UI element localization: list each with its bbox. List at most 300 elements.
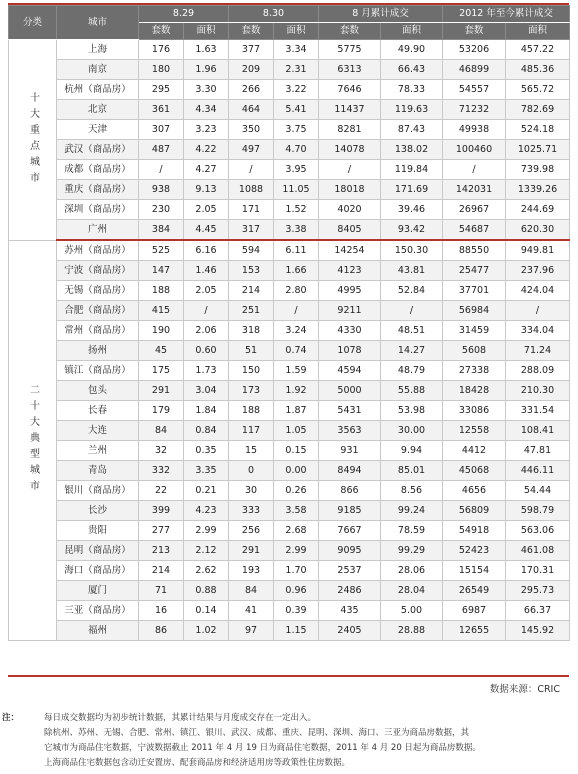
value-cell: 3.35 [184, 461, 229, 481]
value-cell: 415 [139, 301, 184, 321]
value-cell: 39.46 [381, 200, 443, 220]
header-group-aug-total: 8 月累计成交 [319, 6, 443, 23]
value-cell: 3563 [319, 421, 381, 441]
value-cell: 594 [229, 240, 274, 261]
city-cell: 北京 [57, 100, 139, 120]
value-cell: 2.06 [184, 321, 229, 341]
city-cell: 上海 [57, 40, 139, 60]
city-cell: 宁波（商品房） [57, 261, 139, 281]
value-cell: 2.68 [274, 521, 319, 541]
value-cell: 49.90 [381, 40, 443, 60]
city-cell: 长春 [57, 401, 139, 421]
value-cell: 4.45 [184, 220, 229, 241]
value-cell: 4.34 [184, 100, 229, 120]
value-cell: / [139, 160, 184, 180]
value-cell: 14254 [319, 240, 381, 261]
city-cell: 兰州 [57, 441, 139, 461]
table-row [9, 261, 570, 281]
value-cell: 256 [229, 521, 274, 541]
value-cell: 18018 [319, 180, 381, 200]
category-label: 二十大典型城市 [9, 240, 57, 641]
bottom-accent-line [8, 675, 569, 677]
value-cell: 2.99 [274, 541, 319, 561]
value-cell: 71.24 [506, 341, 570, 361]
table-row [9, 321, 570, 341]
value-cell: 295.73 [506, 581, 570, 601]
value-cell: 350 [229, 120, 274, 140]
value-cell: 9211 [319, 301, 381, 321]
value-cell: 25477 [443, 261, 506, 281]
value-cell: 277 [139, 521, 184, 541]
city-cell: 无锡（商品房） [57, 281, 139, 301]
value-cell: 565.72 [506, 80, 570, 100]
value-cell: 0.21 [184, 481, 229, 501]
value-cell: 28.06 [381, 561, 443, 581]
value-cell: 100460 [443, 140, 506, 160]
value-cell: 5431 [319, 401, 381, 421]
value-cell: 173 [229, 381, 274, 401]
value-cell: 56809 [443, 501, 506, 521]
table-body [9, 40, 570, 641]
value-cell: 424.04 [506, 281, 570, 301]
table-row [9, 200, 570, 220]
city-cell: 成都（商品房） [57, 160, 139, 180]
table-row [9, 220, 570, 241]
value-cell: 87.43 [381, 120, 443, 140]
value-cell: 3.04 [184, 381, 229, 401]
value-cell: / [319, 160, 381, 180]
value-cell: 464 [229, 100, 274, 120]
value-cell: 332 [139, 461, 184, 481]
city-cell: 重庆（商品房） [57, 180, 139, 200]
table-row [9, 100, 570, 120]
value-cell: 8494 [319, 461, 381, 481]
value-cell: 497 [229, 140, 274, 160]
value-cell: 331.54 [506, 401, 570, 421]
value-cell: 188 [139, 281, 184, 301]
value-cell: 88550 [443, 240, 506, 261]
value-cell: 26549 [443, 581, 506, 601]
value-cell: 9.13 [184, 180, 229, 200]
value-cell: 435 [319, 601, 381, 621]
value-cell: 188 [229, 401, 274, 421]
notes-label: 注： [2, 713, 20, 723]
value-cell: 8405 [319, 220, 381, 241]
value-cell: 53206 [443, 40, 506, 60]
value-cell: 142031 [443, 180, 506, 200]
value-cell: 1088 [229, 180, 274, 200]
value-cell: 5.41 [274, 100, 319, 120]
value-cell: 170.31 [506, 561, 570, 581]
table-row [9, 301, 570, 321]
value-cell: 2405 [319, 621, 381, 641]
value-cell: 3.24 [274, 321, 319, 341]
value-cell: 15154 [443, 561, 506, 581]
value-cell: 45 [139, 341, 184, 361]
value-cell: 0.00 [274, 461, 319, 481]
value-cell: 52423 [443, 541, 506, 561]
table-row [9, 361, 570, 381]
table-row [9, 601, 570, 621]
city-cell: 三亚（商品房） [57, 601, 139, 621]
table-row [9, 40, 570, 60]
value-cell: 782.69 [506, 100, 570, 120]
table-row [9, 80, 570, 100]
value-cell: 14078 [319, 140, 381, 160]
value-cell: 1.63 [184, 40, 229, 60]
value-cell: 0.74 [274, 341, 319, 361]
value-cell: 117 [229, 421, 274, 441]
table-row [9, 180, 570, 200]
value-cell: 12558 [443, 421, 506, 441]
value-cell: 5.00 [381, 601, 443, 621]
value-cell: 150 [229, 361, 274, 381]
value-cell: 6987 [443, 601, 506, 621]
value-cell: 1.05 [274, 421, 319, 441]
value-cell: 54.44 [506, 481, 570, 501]
table-frame [8, 5, 569, 641]
value-cell: 1.15 [274, 621, 319, 641]
value-cell: 27338 [443, 361, 506, 381]
value-cell: 295 [139, 80, 184, 100]
value-cell: 84 [229, 581, 274, 601]
value-cell: 317 [229, 220, 274, 241]
value-cell: 949.81 [506, 240, 570, 261]
value-cell: 11.05 [274, 180, 319, 200]
value-cell: 78.33 [381, 80, 443, 100]
value-cell: 45068 [443, 461, 506, 481]
value-cell: 2486 [319, 581, 381, 601]
value-cell: 190 [139, 321, 184, 341]
value-cell: 53.98 [381, 401, 443, 421]
header-row-groups [9, 6, 570, 23]
city-cell: 苏州（商品房） [57, 240, 139, 261]
value-cell: 3.30 [184, 80, 229, 100]
value-cell: 931 [319, 441, 381, 461]
value-cell: 5775 [319, 40, 381, 60]
value-cell: 5608 [443, 341, 506, 361]
value-cell: 4.22 [184, 140, 229, 160]
city-cell: 昆明（商品房） [57, 541, 139, 561]
value-cell: 2.62 [184, 561, 229, 581]
value-cell: 266 [229, 80, 274, 100]
city-cell: 杭州（商品房） [57, 80, 139, 100]
value-cell: 213 [139, 541, 184, 561]
value-cell: 230 [139, 200, 184, 220]
value-cell: 2.31 [274, 60, 319, 80]
header-city: 城市 [57, 6, 139, 40]
value-cell: 4412 [443, 441, 506, 461]
value-cell: 487 [139, 140, 184, 160]
table-row [9, 561, 570, 581]
value-cell: 3.75 [274, 120, 319, 140]
value-cell: 318 [229, 321, 274, 341]
value-cell: 2.99 [184, 521, 229, 541]
table-row [9, 240, 570, 261]
value-cell: / [381, 301, 443, 321]
header-group-ytd-total: 2012 年至今累计成交 [443, 6, 570, 23]
value-cell: 288.09 [506, 361, 570, 381]
header-group-829: 8.29 [139, 6, 229, 23]
value-cell: 6.16 [184, 240, 229, 261]
value-cell: 52.84 [381, 281, 443, 301]
value-cell: 0.84 [184, 421, 229, 441]
value-cell: 399 [139, 501, 184, 521]
value-cell: 4.27 [184, 160, 229, 180]
value-cell: 119.84 [381, 160, 443, 180]
city-cell: 常州（商品房） [57, 321, 139, 341]
value-cell: 209 [229, 60, 274, 80]
value-cell: 620.30 [506, 220, 570, 241]
header-units: 套数 [443, 23, 506, 40]
value-cell: 1.92 [274, 381, 319, 401]
value-cell: 71232 [443, 100, 506, 120]
value-cell: 2.05 [184, 200, 229, 220]
value-cell: 66.43 [381, 60, 443, 80]
value-cell: 30 [229, 481, 274, 501]
value-cell: 147 [139, 261, 184, 281]
value-cell: 8281 [319, 120, 381, 140]
value-cell: 26967 [443, 200, 506, 220]
value-cell: 46899 [443, 60, 506, 80]
table-row [9, 541, 570, 561]
value-cell: 1.66 [274, 261, 319, 281]
header-area: 面积 [381, 23, 443, 40]
value-cell: / [274, 301, 319, 321]
value-cell: 9095 [319, 541, 381, 561]
value-cell: 2.05 [184, 281, 229, 301]
value-cell: 1.59 [274, 361, 319, 381]
value-cell: 0.60 [184, 341, 229, 361]
value-cell: 16 [139, 601, 184, 621]
city-cell: 厦门 [57, 581, 139, 601]
table-row [9, 381, 570, 401]
city-cell: 深圳（商品房） [57, 200, 139, 220]
value-cell: / [184, 301, 229, 321]
value-cell: 9.94 [381, 441, 443, 461]
value-cell: 176 [139, 40, 184, 60]
note-line: 它城市为商品住宅数据，宁波数据截止 2011 年 4 月 19 日为商品住宅数据，2011 年 4 月 20 日起为商品房数据。 [44, 743, 481, 753]
value-cell: 71 [139, 581, 184, 601]
category-label: 十大重点城市 [9, 40, 57, 241]
value-cell: 171.69 [381, 180, 443, 200]
notes [2, 711, 564, 771]
value-cell: 51 [229, 341, 274, 361]
value-cell: 0.96 [274, 581, 319, 601]
value-cell: 3.38 [274, 220, 319, 241]
value-cell: 84 [139, 421, 184, 441]
value-cell: 3.22 [274, 80, 319, 100]
table-row [9, 401, 570, 421]
value-cell: 150.30 [381, 240, 443, 261]
header-area: 面积 [274, 23, 319, 40]
city-cell: 贵阳 [57, 521, 139, 541]
value-cell: 175 [139, 361, 184, 381]
value-cell: 866 [319, 481, 381, 501]
value-cell: 193 [229, 561, 274, 581]
value-cell: 37701 [443, 281, 506, 301]
header-category: 分类 [9, 6, 57, 40]
value-cell: 47.81 [506, 441, 570, 461]
value-cell: 214 [229, 281, 274, 301]
value-cell: 4020 [319, 200, 381, 220]
city-cell: 福州 [57, 621, 139, 641]
value-cell: 563.06 [506, 521, 570, 541]
city-cell: 天津 [57, 120, 139, 140]
table-row [9, 441, 570, 461]
value-cell: 4123 [319, 261, 381, 281]
header-area: 面积 [184, 23, 229, 40]
value-cell: 739.98 [506, 160, 570, 180]
value-cell: 48.51 [381, 321, 443, 341]
value-cell: 307 [139, 120, 184, 140]
value-cell: 86 [139, 621, 184, 641]
value-cell: 1.52 [274, 200, 319, 220]
value-cell: 1078 [319, 341, 381, 361]
value-cell: 180 [139, 60, 184, 80]
value-cell: 3.95 [274, 160, 319, 180]
city-cell: 镇江（商品房） [57, 361, 139, 381]
table-row [9, 160, 570, 180]
note-line: 除杭州、苏州、无锡、合肥、常州、镇江、银川、武汉、成都、重庆、昆明、深圳、海口、三亚为商品房数据，其 [44, 728, 470, 738]
transaction-table [8, 5, 570, 641]
note-line: 每日成交数据均为初步统计数据，其累计结果与月度成交存在一定出入。 [44, 713, 317, 723]
value-cell: 525 [139, 240, 184, 261]
value-cell: 4995 [319, 281, 381, 301]
value-cell: 1.02 [184, 621, 229, 641]
value-cell: 145.92 [506, 621, 570, 641]
value-cell: 1.46 [184, 261, 229, 281]
value-cell: 0.39 [274, 601, 319, 621]
value-cell: 66.37 [506, 601, 570, 621]
city-cell: 武汉（商品房） [57, 140, 139, 160]
value-cell: 446.11 [506, 461, 570, 481]
value-cell: 1.84 [184, 401, 229, 421]
header-units: 套数 [139, 23, 184, 40]
city-cell: 广州 [57, 220, 139, 241]
table-row [9, 581, 570, 601]
value-cell: 31459 [443, 321, 506, 341]
value-cell: 5000 [319, 381, 381, 401]
value-cell: 2.12 [184, 541, 229, 561]
value-cell: 99.29 [381, 541, 443, 561]
value-cell: 108.41 [506, 421, 570, 441]
value-cell: / [229, 160, 274, 180]
value-cell: 4594 [319, 361, 381, 381]
value-cell: 1025.71 [506, 140, 570, 160]
value-cell: 251 [229, 301, 274, 321]
value-cell: 4.70 [274, 140, 319, 160]
city-cell: 长沙 [57, 501, 139, 521]
value-cell: 54918 [443, 521, 506, 541]
value-cell: 0.88 [184, 581, 229, 601]
value-cell: 14.27 [381, 341, 443, 361]
value-cell: 377 [229, 40, 274, 60]
value-cell: 334.04 [506, 321, 570, 341]
value-cell: 598.79 [506, 501, 570, 521]
value-cell: 28.88 [381, 621, 443, 641]
value-cell: / [443, 160, 506, 180]
value-cell: 2.80 [274, 281, 319, 301]
table-row [9, 481, 570, 501]
table-row [9, 461, 570, 481]
value-cell: 461.08 [506, 541, 570, 561]
value-cell: 3.23 [184, 120, 229, 140]
value-cell: 1.96 [184, 60, 229, 80]
value-cell: 43.81 [381, 261, 443, 281]
header-group-830: 8.30 [229, 6, 319, 23]
city-cell: 扬州 [57, 341, 139, 361]
value-cell: 30.00 [381, 421, 443, 441]
value-cell: 0 [229, 461, 274, 481]
value-cell: 138.02 [381, 140, 443, 160]
value-cell: 9185 [319, 501, 381, 521]
value-cell: 524.18 [506, 120, 570, 140]
value-cell: 54687 [443, 220, 506, 241]
value-cell: 8.56 [381, 481, 443, 501]
value-cell: 4656 [443, 481, 506, 501]
city-cell: 青岛 [57, 461, 139, 481]
value-cell: 7667 [319, 521, 381, 541]
value-cell: 291 [229, 541, 274, 561]
value-cell: 210.30 [506, 381, 570, 401]
value-cell: 48.79 [381, 361, 443, 381]
value-cell: 28.04 [381, 581, 443, 601]
table-row [9, 521, 570, 541]
table-row [9, 341, 570, 361]
value-cell: 3.58 [274, 501, 319, 521]
value-cell: 119.63 [381, 100, 443, 120]
table-row [9, 421, 570, 441]
value-cell: 99.24 [381, 501, 443, 521]
value-cell: 0.26 [274, 481, 319, 501]
table-row [9, 281, 570, 301]
value-cell: 49938 [443, 120, 506, 140]
value-cell: 78.59 [381, 521, 443, 541]
header-units: 套数 [319, 23, 381, 40]
value-cell: 4.23 [184, 501, 229, 521]
value-cell: 0.35 [184, 441, 229, 461]
value-cell: 384 [139, 220, 184, 241]
value-cell: 361 [139, 100, 184, 120]
value-cell: 56984 [443, 301, 506, 321]
value-cell: 4330 [319, 321, 381, 341]
table-row [9, 501, 570, 521]
value-cell: 0.14 [184, 601, 229, 621]
value-cell: 85.01 [381, 461, 443, 481]
table-row [9, 621, 570, 641]
note-line: 上海商品住宅数据包含动迁安置房、配套商品房和经济适用房等政策性住房数据。 [44, 758, 351, 768]
city-cell: 银川（商品房） [57, 481, 139, 501]
header-units: 套数 [229, 23, 274, 40]
value-cell: 1.87 [274, 401, 319, 421]
header-area: 面积 [506, 23, 570, 40]
value-cell: 12655 [443, 621, 506, 641]
value-cell: 457.22 [506, 40, 570, 60]
value-cell: 237.96 [506, 261, 570, 281]
city-cell: 大连 [57, 421, 139, 441]
value-cell: / [506, 301, 570, 321]
value-cell: 7646 [319, 80, 381, 100]
value-cell: 55.88 [381, 381, 443, 401]
city-cell: 海口（商品房） [57, 561, 139, 581]
value-cell: 41 [229, 601, 274, 621]
value-cell: 485.36 [506, 60, 570, 80]
value-cell: 214 [139, 561, 184, 581]
value-cell: 93.42 [381, 220, 443, 241]
value-cell: 97 [229, 621, 274, 641]
value-cell: 1.70 [274, 561, 319, 581]
